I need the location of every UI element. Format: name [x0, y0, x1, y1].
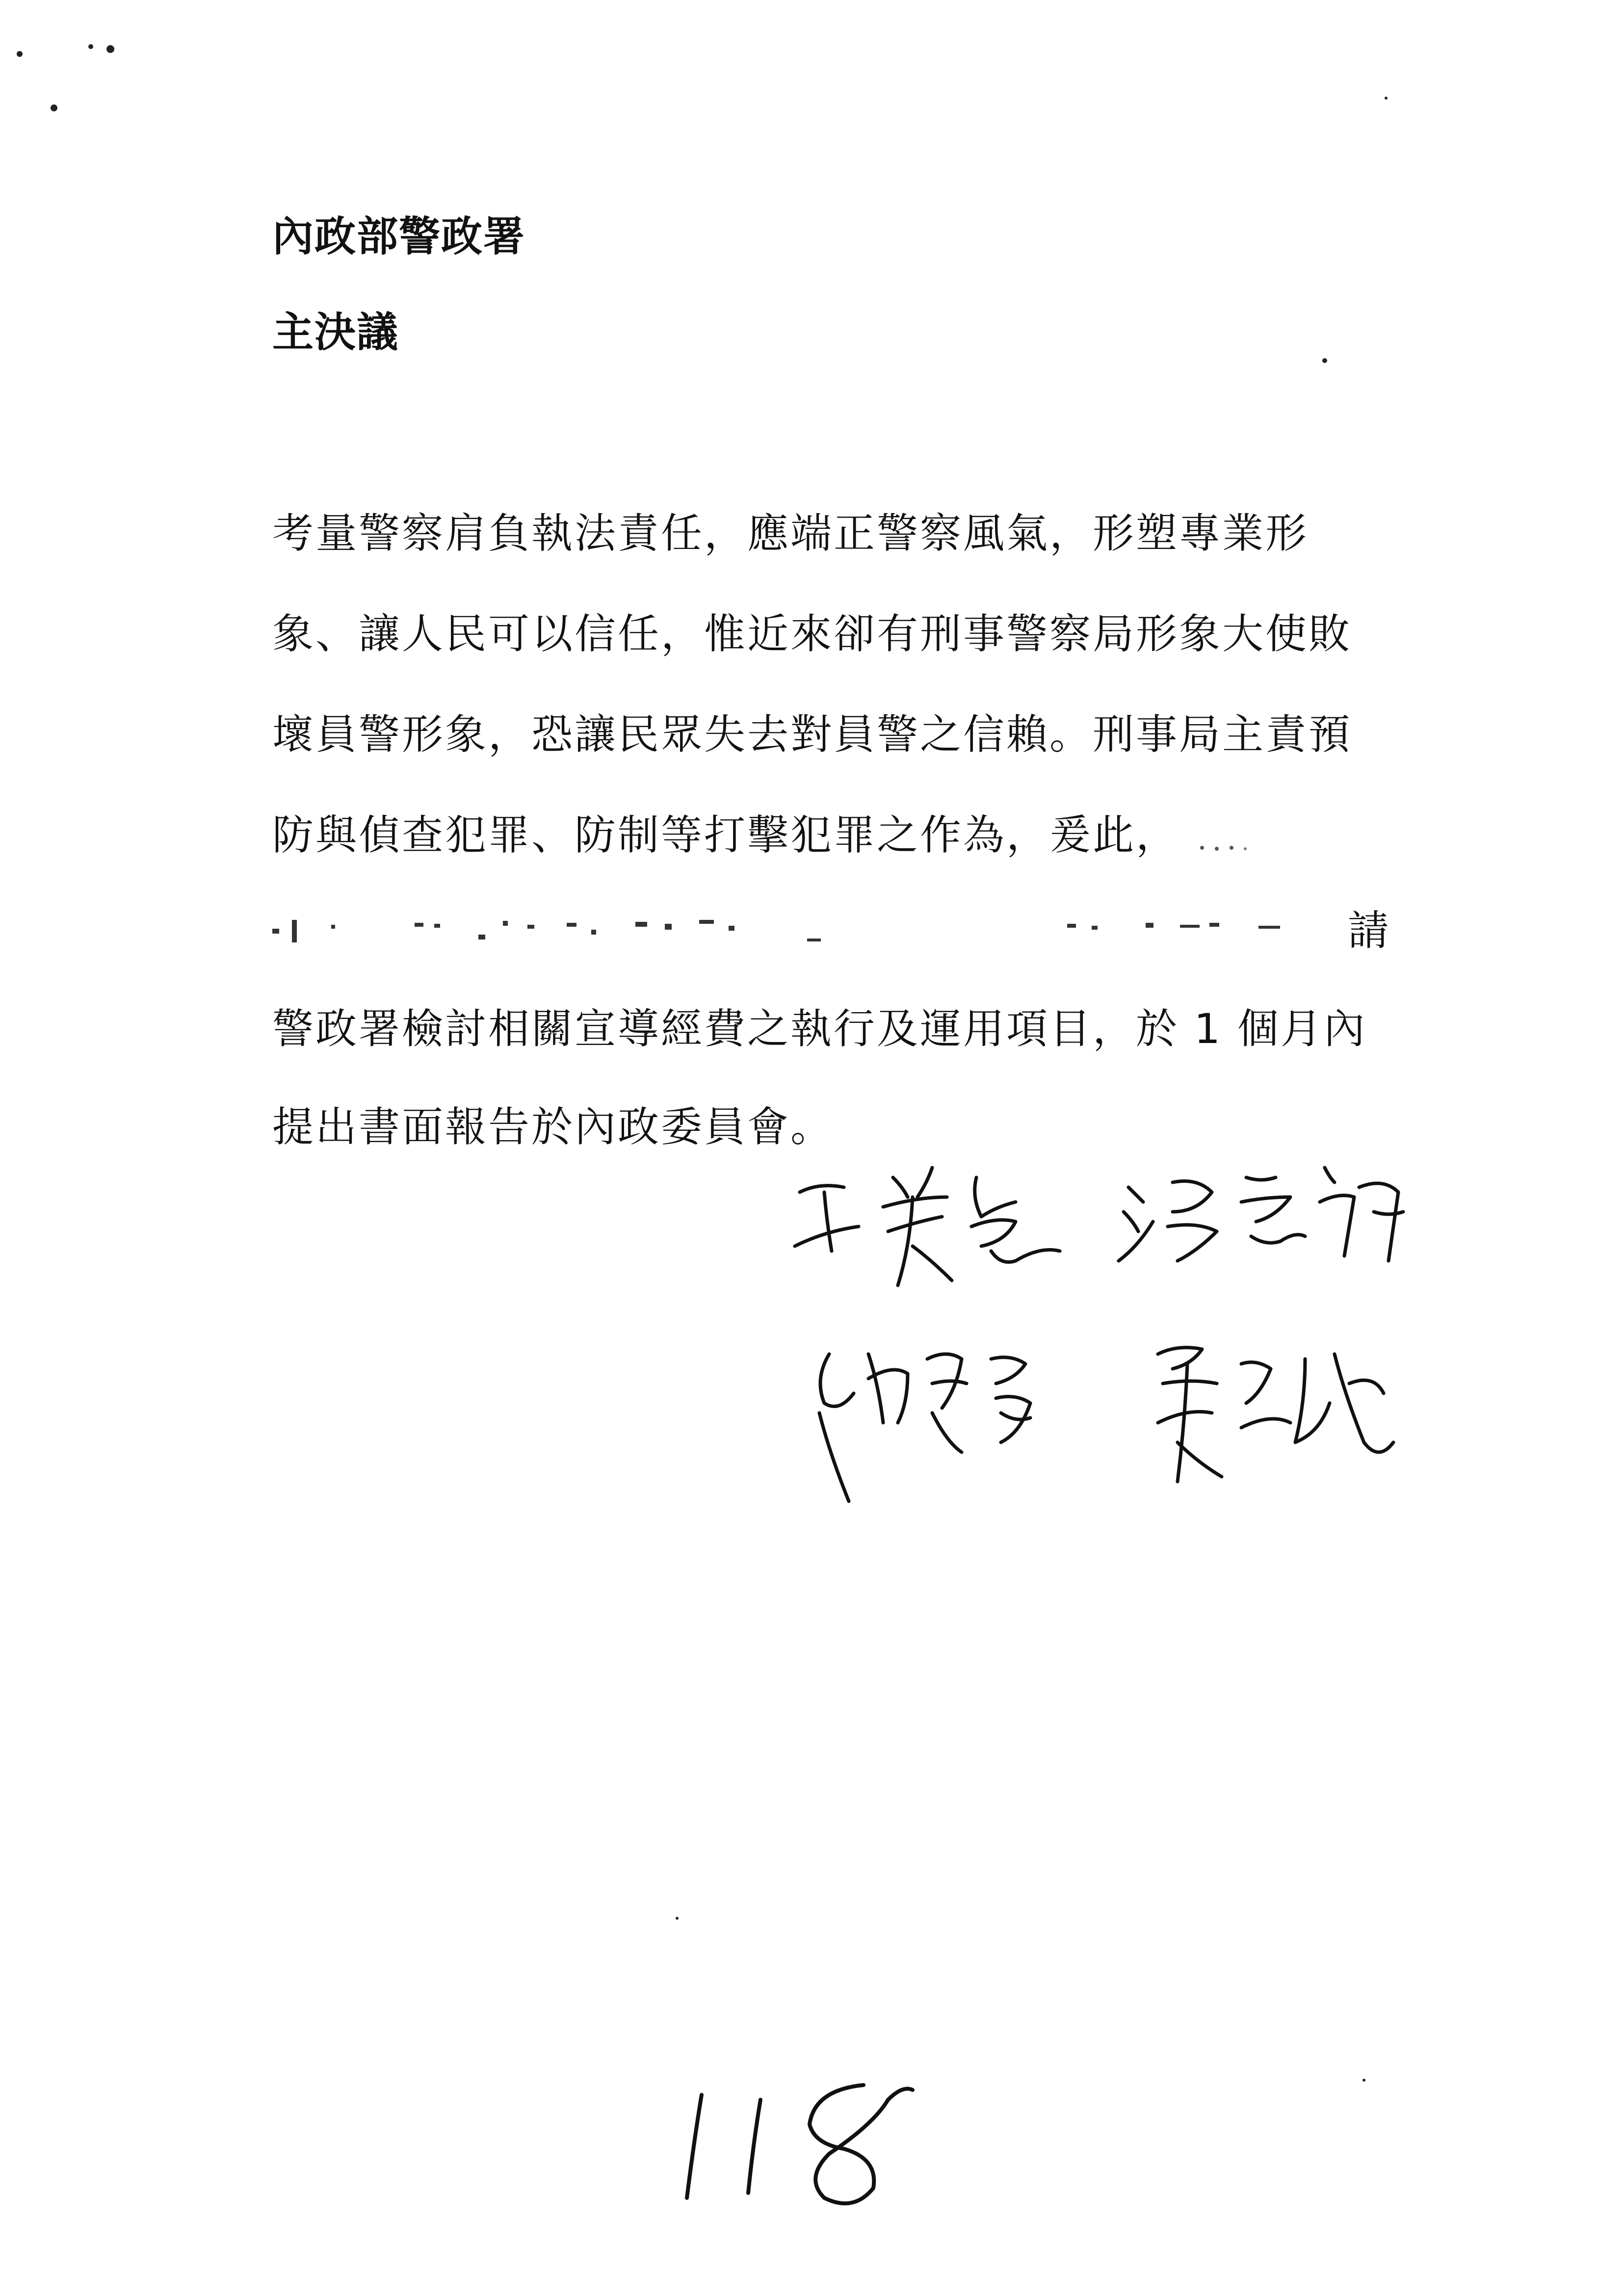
faded-text-fragments [272, 910, 1327, 954]
handwritten-page-number [667, 2070, 922, 2218]
body-line-4: 防與偵查犯罪、防制等打擊犯罪之作為，爰此， [272, 811, 1179, 859]
handwritten-signatures [785, 1148, 1511, 1550]
agency-heading: 內政部警政署 [272, 212, 526, 261]
body-line-1: 考量警察肩負執法責任，應端正警察風氣，形塑專業形 [272, 509, 1309, 557]
body-line-2: 象、讓人民可以信任，惟近來卻有刑事警察局形象大使敗 [272, 610, 1352, 658]
body-line-6: 警政署檢討相關宣導經費之執行及運用項目，於 1 個月內 [272, 1005, 1367, 1053]
body-line-5-tail: 請 [1347, 907, 1391, 955]
signature-1 [795, 1168, 1060, 1285]
resolution-heading: 主決議 [272, 308, 399, 356]
body-line-7: 提出書面報告於內政委員會。 [272, 1103, 834, 1151]
signature-2 [1119, 1168, 1403, 1261]
faded-text-marks [1197, 834, 1251, 854]
signature-3 [819, 1354, 1030, 1501]
signature-4 [1158, 1348, 1393, 1482]
faded-text-line [272, 907, 1391, 955]
body-line-3: 壞員警形象，恐讓民眾失去對員警之信賴。刑事局主責預 [272, 710, 1352, 758]
